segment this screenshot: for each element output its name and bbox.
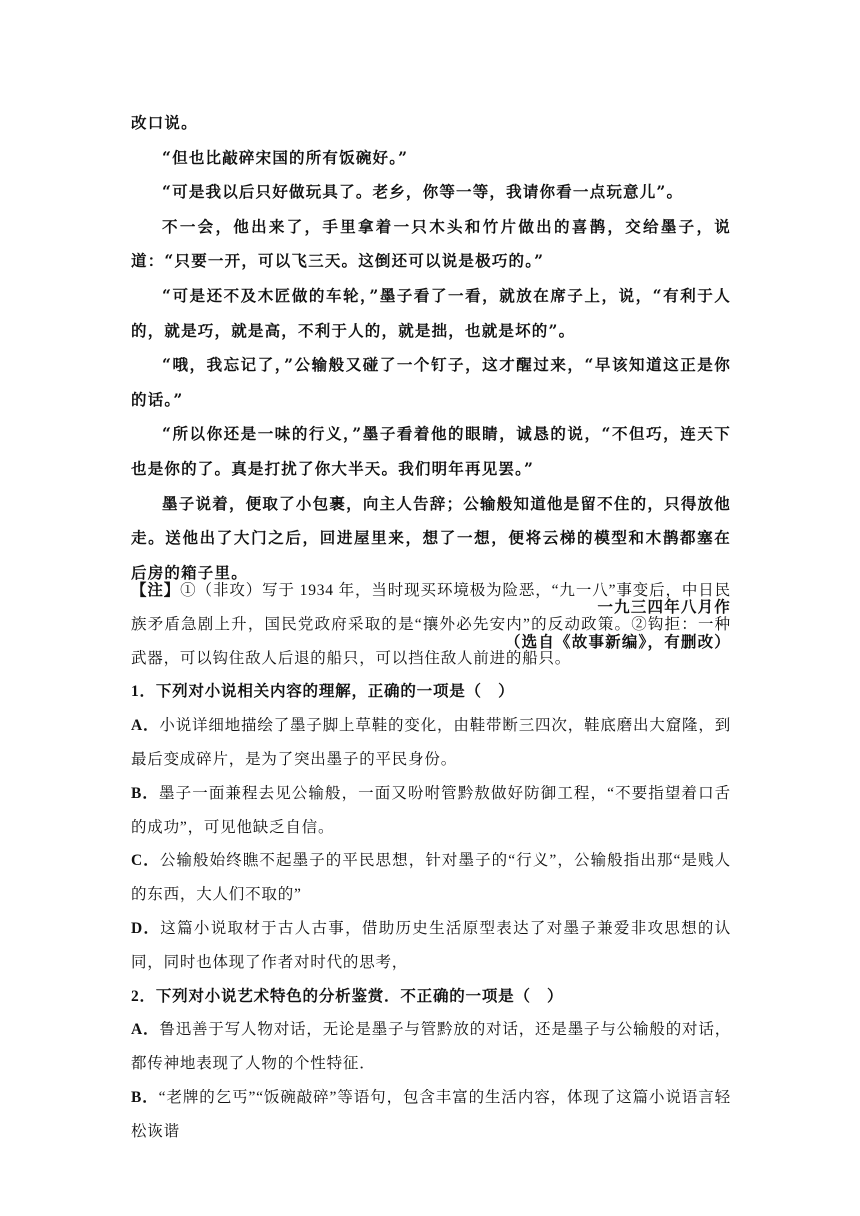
question-stem: 1．下列对小说相关内容的理解，正确的一项是（ ） xyxy=(131,683,515,701)
option-label: B． xyxy=(131,784,160,802)
story-paragraph: “可是我以后只好做玩具了。老乡，你等一等，我请你看一点玩意儿”。 xyxy=(162,182,684,202)
question-option xyxy=(131,844,731,912)
story-source: （选自《故事新编》，有删改） xyxy=(504,631,731,651)
question-option xyxy=(131,1013,731,1081)
question-option xyxy=(131,912,731,980)
story-paragraph: “哦，我忘记了，”公输般又碰了一个钉子，这才醒过来，“早该知道这正是你的话。” xyxy=(131,355,731,409)
notes-and-questions xyxy=(131,574,731,1149)
question-stem: 2．下列对小说艺术特色的分析鉴赏．不正确的一项是（ ） xyxy=(131,987,564,1005)
story-paragraph: 不一会，他出来了，手里拿着一只木头和竹片做出的喜鹊，交给墨子，说道：“只要一开，可以飞三天。这倒还可以说是极巧的。” xyxy=(131,216,731,271)
option-label: A． xyxy=(131,717,160,735)
annotation xyxy=(131,574,731,675)
question-option xyxy=(131,1081,731,1149)
story-date: 一九三四年八月作 xyxy=(597,597,731,617)
option-text: “老牌的乞丐”“饭碗敲碎”等语句，包含丰富的生活内容，体现了这篇小说语言轻松诙谐 xyxy=(131,1088,731,1140)
option-text: 公输般始终瞧不起墨子的平民思想，针对墨子的“行义”，公输般指出那“是贱人的东西，大人们不取的” xyxy=(131,852,731,904)
option-label: A． xyxy=(131,1021,160,1039)
option-label: B． xyxy=(131,1088,159,1106)
annotation-label: 【注】 xyxy=(131,582,181,599)
option-label: D． xyxy=(131,919,161,937)
option-text: 鲁迅善于写人物对话，无论是墨子与管黔放的对话，还是墨子与公输般的对话，都传神地表现了人物的个性特征． xyxy=(131,1021,731,1073)
option-label: C． xyxy=(131,852,160,870)
option-text: 小说详细地描绘了墨子脚上草鞋的变化，由鞋带断三四次，鞋底磨出大窟隆，到最后变成碎片，是为了突出墨子的平民身份。 xyxy=(131,717,731,768)
story-paragraph: 改口说。 xyxy=(131,113,198,132)
story-paragraph: “可是还不及木匠做的车轮，”墨子看了一看，就放在席子上，说，“有利于人的，就是巧，就是高，不利于人的，就是拙，也就是坏的”。 xyxy=(131,285,731,340)
option-text: 墨子一面兼程去见公输般，一面又吩咐管黔敖做好防御工程，“不要指望着口舌的成功”，可见他缺乏自信。 xyxy=(131,784,731,836)
option-text: 这篇小说取材于古人古事，借助历史生活原型表达了对墨子兼爱非攻思想的认同，同时也体现了作者对时代的思考， xyxy=(131,919,731,971)
annotation-text: ①（非攻）写于 1934 年，当时现买环境极为险恶，“九一八”事变后，中日民族矛盾急剧上升，国民党政府采取的是“攘外必先安内”的反动政策。②钩拒：一种武器，可以钩住敌人后退的船只，可以挡住敌人前进的船只。 xyxy=(131,582,731,667)
story-paragraph: “所以你还是一味的行义，”墨子看着他的眼睛，诚恳的说，“不但巧，连天下也是你的了。真是打扰了你大半天。我们明年再见罢。” xyxy=(131,424,731,478)
question-option xyxy=(131,777,731,845)
story-paragraph: “但也比敲碎宋国的所有饭碗好。” xyxy=(162,147,409,167)
story-paragraph: 墨子说着，便取了小包裹，向主人告辞；公输般知道他是留不住的，只得放他走。送他出了大门之后，回进屋里来，想了一想，便将云梯的模型和木鹊都塞在后房的箱子里。 xyxy=(131,493,731,582)
question-option xyxy=(131,709,731,777)
